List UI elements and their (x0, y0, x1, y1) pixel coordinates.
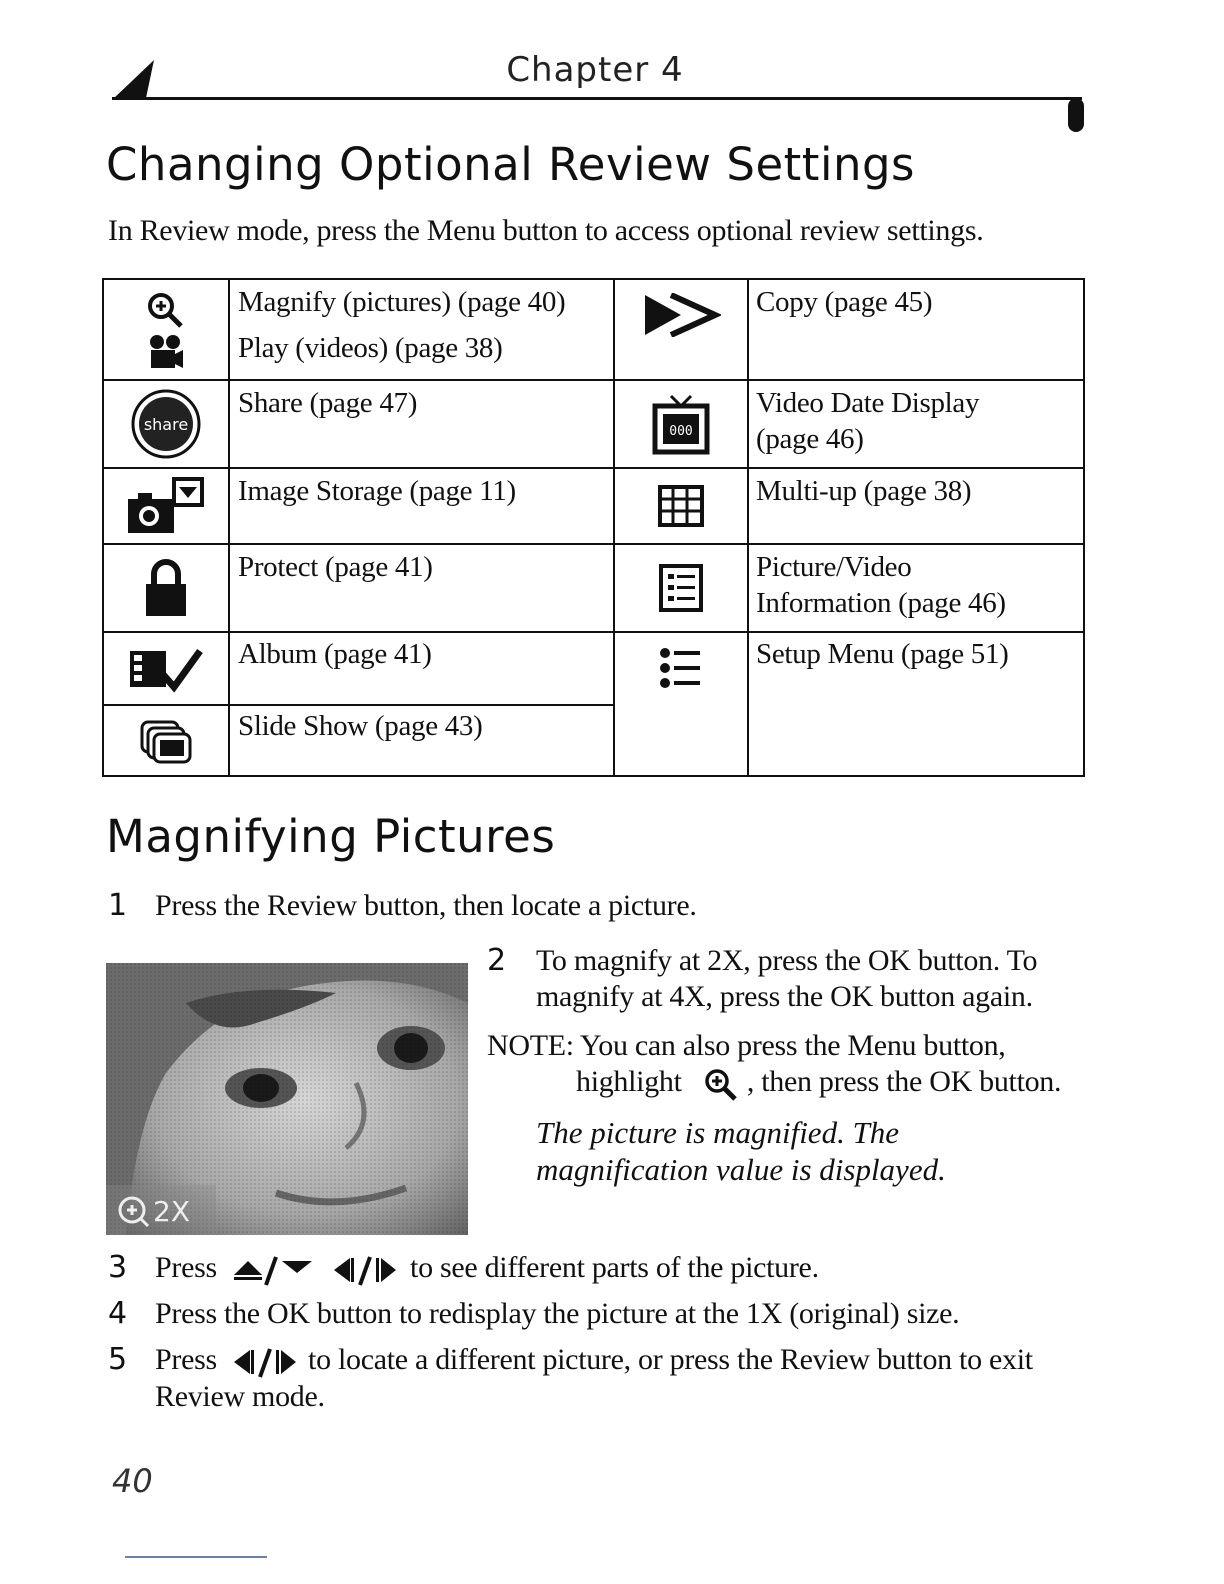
step3-description: to see different parts of the picture. (410, 1251, 819, 1284)
share-icon (130, 388, 202, 460)
table-cell-label (756, 549, 1006, 621)
table-row (615, 381, 747, 467)
table-cell-label: Share (page 47) (238, 387, 418, 419)
portrait-image (106, 963, 468, 1235)
review-settings-table (102, 278, 1085, 777)
magnify-icon (145, 290, 187, 330)
chapter-label: Chapter 4 (506, 50, 684, 90)
table-row (615, 469, 747, 543)
picture-video-label: Picture/Video (756, 551, 912, 583)
note-text (487, 1028, 1061, 1101)
table-cell-label: Protect (page 41) (238, 551, 433, 583)
video-date-label: Video Date Display (756, 387, 980, 419)
information-label: Information (page 46) (756, 587, 1006, 619)
table-cell-label: Setup Menu (page 51) (756, 638, 1009, 670)
magnify-icon (703, 1067, 743, 1101)
left-right-arrows-icon (230, 1345, 300, 1379)
table-divider (104, 379, 1083, 381)
table-divider (228, 280, 230, 775)
table-divider (104, 543, 1083, 545)
step-number: 4 (108, 1296, 128, 1331)
magnify-label: Magnify (pictures) (page 40) (238, 286, 566, 318)
note-line1: NOTE: You can also press the Menu button, (487, 1029, 1006, 1062)
table-cell-label: Image Storage (page 11) (238, 475, 516, 507)
header-rule (112, 97, 1082, 100)
table-divider (104, 631, 1083, 633)
table-row (615, 545, 747, 631)
zoom-level-label: 2X (153, 1195, 190, 1228)
result-line2: magnification value is displayed. (536, 1152, 946, 1187)
table-cell-label: Slide Show (page 43) (238, 710, 483, 742)
magnified-photo (106, 963, 468, 1235)
up-down-arrows-icon (230, 1253, 320, 1287)
step5-line2: Review mode. (155, 1380, 325, 1414)
copy-icon (641, 293, 721, 337)
note-then-text: , then press the OK button. (746, 1065, 1062, 1098)
table-row (615, 633, 747, 703)
video-camera-icon (146, 334, 186, 370)
step-number: 3 (108, 1250, 128, 1285)
intro-paragraph: In Review mode, press the Menu button to access optional review settings. (108, 214, 984, 247)
header-end-mark (1068, 98, 1084, 132)
step-number: 1 (108, 888, 128, 923)
table-cell-label (756, 385, 979, 457)
step2-line1: To magnify at 2X, press the OK button. To (536, 944, 1038, 977)
note-line2 (487, 1064, 1061, 1101)
note-highlight-text: highlight (576, 1065, 682, 1098)
table-row (104, 469, 228, 543)
step-text (155, 1250, 819, 1287)
slide-show-icon (139, 719, 193, 765)
table-cell-label (238, 284, 565, 366)
step5-press: Press (155, 1343, 217, 1376)
video-date-page: (page 46) (756, 423, 864, 455)
table-divider (104, 467, 1083, 469)
step3-press: Press (155, 1251, 217, 1284)
picture-info-icon (658, 563, 704, 613)
section-heading-magnifying: Magnifying Pictures (106, 810, 556, 863)
table-cell-label: Album (page 41) (238, 638, 432, 670)
result-line1: The picture is magnified. The (536, 1115, 900, 1150)
result-text (536, 1114, 1016, 1188)
table-row (615, 280, 747, 350)
svg-text:000: 000 (669, 424, 693, 439)
step-number: 2 (487, 943, 507, 978)
lock-icon (144, 558, 188, 618)
table-row (104, 280, 228, 379)
album-icon (126, 645, 206, 693)
page-number: 40 (112, 1462, 153, 1500)
table-row (104, 545, 228, 631)
table-row (104, 381, 228, 467)
step2-line2: magnify at 4X, press the OK button again. (536, 980, 1033, 1013)
svg-text:share: share (143, 415, 189, 434)
setup-menu-icon (658, 645, 704, 691)
image-storage-icon (124, 475, 208, 537)
step5-description: to locate a different picture, or press the Review button to exit (308, 1343, 1033, 1376)
table-divider (747, 280, 749, 775)
step-text: Press the OK button to redisplay the picture at the 1X (original) size. (155, 1297, 960, 1330)
table-row (104, 706, 228, 777)
table-cell-label: Copy (page 45) (756, 286, 933, 318)
multi-up-icon (657, 484, 705, 528)
section-heading-review-settings: Changing Optional Review Settings (106, 138, 915, 191)
video-date-display-icon (651, 392, 711, 456)
table-row (104, 633, 228, 704)
left-right-arrows-icon (330, 1253, 400, 1287)
step-text (536, 943, 1037, 1015)
footer-rule (125, 1556, 267, 1558)
play-label: Play (videos) (page 38) (238, 332, 503, 364)
step-text (155, 1342, 1085, 1415)
step-number: 5 (108, 1342, 128, 1377)
table-cell-label: Multi-up (page 38) (756, 475, 972, 507)
step-text: Press the Review button, then locate a picture. (155, 889, 697, 922)
